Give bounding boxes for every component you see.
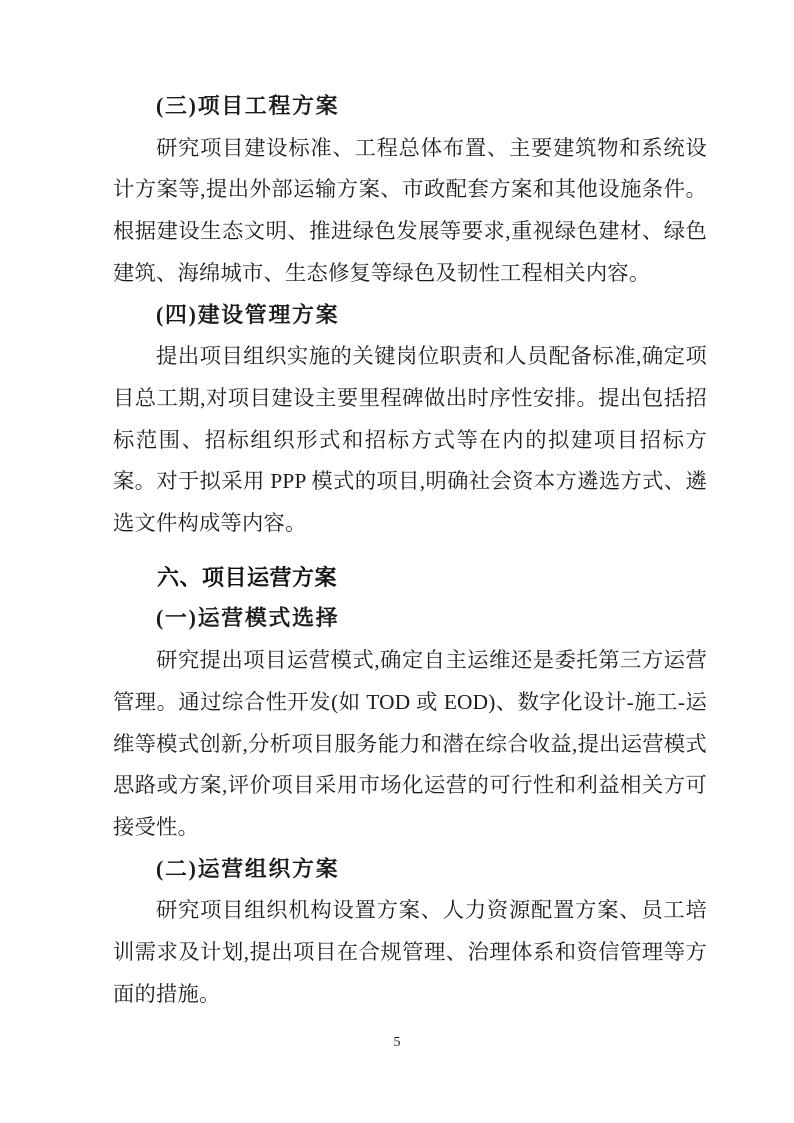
heading-operation-mode-selection: (一)运营模式选择 (156, 606, 340, 631)
paragraph-construction-management-body: 提出项目组织实施的关键岗位职责和人员配备标准,确定项目总工期,对项目建设主要里程碑做出时序性安排。提出包括招标范围、招标组织形式和招标方式等在内的拟建项目招标方案。对于拟采用 PPP 模式的项目,明确社会资本方遴选方式、遴选文件构成等内容。 (113, 344, 707, 536)
heading-project-engineering-plan: (三)项目工程方案 (156, 94, 340, 118)
document-content (113, 86, 707, 1015)
paragraph-operation-organization-body: 研究项目组织机构设置方案、人力资源配置方案、员工培训需求及计划,提出项目在合规管理、治理体系和资信管理等方面的措施。 (113, 898, 707, 1006)
heading-construction-management-plan: (四)建设管理方案 (156, 302, 340, 327)
heading-project-operation-plan: 六、项目运营方案 (157, 564, 338, 590)
paragraph-engineering-plan-body: 研究项目建设标准、工程总体布置、主要建筑物和系统设计方案等,提出外部运输方案、市政配套方案和其他设施条件。根据建设生态文明、推进绿色发展等要求,重视绿色建材、绿色建筑、海绵城市、生态修复等绿色及韧性工程相关内容。 (113, 135, 707, 285)
heading-operation-organization-plan: (二)运营组织方案 (156, 856, 340, 881)
paragraph-operation-mode-body: 研究提出项目运营模式,确定自主运维还是委托第三方运营管理。通过综合性开发(如 TOD 或 EOD)、数字化设计-施工-运维等模式创新,分析项目服务能力和潜在综合收益,提出运营模式思路或方案,评价项目采用市场化运营的可行性和利益相关方可接受性。 (113, 648, 707, 839)
page-number: 5 (393, 1035, 401, 1050)
